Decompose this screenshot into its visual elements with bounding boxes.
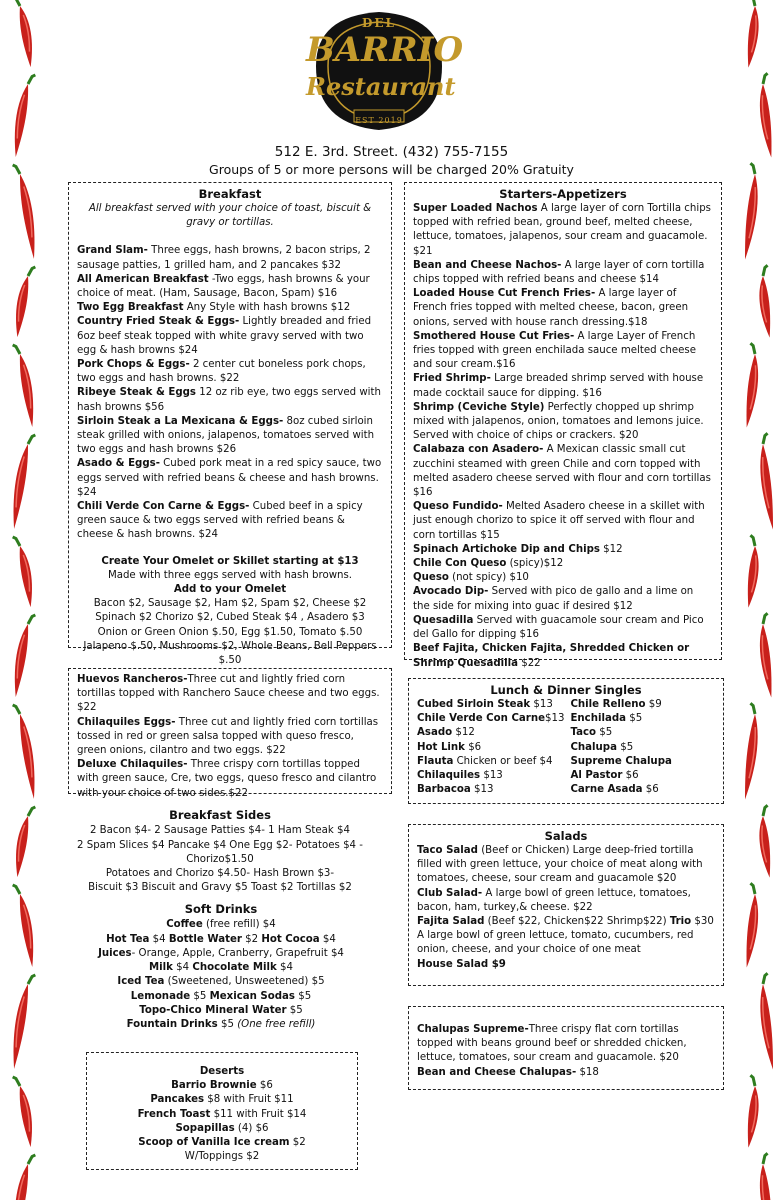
starter-item	[413, 287, 713, 330]
starter-item-desc: $12	[599, 543, 623, 555]
breakfast-item-name: Chili Verde Con Carne & Eggs-	[77, 501, 250, 513]
salads-title: Salads	[544, 829, 588, 843]
singles-item-price: $13	[545, 713, 565, 725]
breakfast-box	[68, 182, 392, 667]
chili-pepper-icon	[13, 703, 39, 800]
singles-item-name: Supreme Chalupa	[570, 755, 672, 767]
addon-line: Onion or Green Onion $.50, Egg $1.50, Tomato $.50	[97, 626, 363, 638]
starter-item	[413, 543, 713, 557]
singles-item-price: $12	[452, 727, 475, 739]
drink-text: (Sweetened, Unsweetened) $5	[164, 976, 325, 988]
drink-name: Bottle Water	[168, 933, 242, 945]
starter-item	[413, 614, 713, 642]
chili-pepper-icon	[740, 0, 763, 68]
desert-line	[95, 1122, 349, 1136]
addon-line: Jalapeno $.50, Mushrooms $2, Whole Beans, Bell Peppers $.50	[83, 640, 377, 667]
chili-pepper-icon	[740, 1075, 763, 1148]
drink-name: Topo-Chico Mineral Water	[139, 1005, 287, 1017]
drink-name: Iced Tea	[117, 976, 165, 988]
chalupa-item-desc: $18	[576, 1066, 599, 1078]
drink-text: $5	[190, 990, 210, 1002]
breakfast-item-desc: Lightly breaded and fried 6oz beef steak topped with white gravy served with two egg & hash browns $24	[77, 316, 372, 356]
salads-items	[417, 844, 715, 972]
desert-line	[95, 1108, 349, 1122]
desert-name: Sopapillas	[175, 1122, 235, 1134]
breakfast-item	[77, 244, 383, 272]
drink-line	[62, 933, 380, 947]
singles-item	[417, 726, 564, 740]
desert-line	[95, 1150, 349, 1164]
singles-item-price: Chicken or beef $4	[453, 755, 553, 767]
breakfast-item	[77, 457, 383, 500]
chili-pepper-icon	[12, 265, 35, 338]
drink-line	[62, 961, 380, 975]
starter-item	[413, 642, 713, 670]
singles-item	[417, 698, 564, 712]
breakfast-item	[77, 415, 383, 458]
starter-item-name: Super Loaded Nachos	[413, 203, 538, 214]
drink-name: Fountain Drinks	[126, 1019, 218, 1031]
breakfast-item-desc: Cubed pork meat in a red spicy sauce, two eggs served with refried beans & cheese and hash browns. $24	[77, 458, 382, 498]
drink-name: Mexican Sodas	[209, 990, 295, 1002]
drink-line	[62, 1018, 380, 1032]
drink-line	[62, 1004, 380, 1018]
chili-pepper-icon	[12, 805, 35, 878]
breakfast-item-desc: 8oz cubed sirloin steak grilled with onions, jalapenos, tomatoes served with two eggs and hash browns $26	[77, 415, 375, 456]
singles-item	[570, 783, 715, 797]
salad-item-desc: (Beef or Chicken) Large deep-fried tortilla filled with green lettuce, your choice of meat along with tomatoes, cheese, sour cream and guacamole $20	[417, 845, 703, 885]
singles-item	[417, 712, 564, 726]
singles-item	[570, 726, 715, 740]
salad-item	[417, 915, 715, 958]
addon-line: Spinach $2 Chorizo $2, Cubed Steak $4 , Asadero $3	[95, 612, 365, 624]
sides-list	[52, 824, 388, 895]
singles-item	[570, 712, 715, 726]
starter-item	[413, 259, 713, 287]
salad-item	[417, 844, 715, 887]
logo-del-text: DEL	[362, 16, 396, 30]
drink-name: Hot Tea	[106, 933, 150, 945]
starter-item-name: Spinach Artichoke Dip and Chips	[413, 543, 600, 555]
drink-name: Coffee	[166, 919, 203, 931]
drink-note: (One free refill)	[237, 1019, 316, 1031]
starter-item-desc: A Mexican classic small cut zucchini steamed with green Chile and corn topped with melted asadero cheese served with flour and corn tortillas $16	[413, 444, 711, 499]
desert-text: (4) $6	[234, 1122, 269, 1134]
sides-line: Potatoes and Chorizo $4.50- Hash Brown $3-	[105, 868, 335, 880]
salad-item-name: House Salad $9	[417, 958, 506, 970]
chili-pepper-border-right	[735, 0, 783, 1200]
chalupa-item-name: Bean and Cheese Chalupas-	[417, 1066, 577, 1078]
chili-pepper-icon	[755, 265, 778, 338]
starter-item-name: Quesadilla	[413, 614, 474, 626]
chili-pepper-icon	[737, 703, 763, 800]
salad-item	[417, 887, 715, 915]
drink-text: $4	[319, 933, 336, 945]
huevos-item-name: Deluxe Chilaquiles-	[77, 759, 188, 771]
chili-pepper-icon	[9, 433, 35, 530]
chili-pepper-icon	[9, 0, 39, 1200]
singles-item-price: $5	[596, 727, 613, 739]
singles-item-name: Asado	[417, 727, 453, 739]
deserts-title: Deserts	[199, 1066, 245, 1077]
singles-item-price: $5	[616, 741, 634, 753]
singles-title: Lunch & Dinner Singles	[490, 683, 642, 697]
addon-list	[77, 597, 383, 668]
drink-text: $4	[172, 962, 193, 974]
starter-item	[413, 571, 713, 585]
salads-box	[408, 824, 724, 986]
breakfast-sides-section	[52, 808, 388, 896]
starter-item-desc: A large layer of corn Tortilla chips topped with refried bean, ground beef, melted cheese, lettuce, tomatoes, jalapenos, sour cream and guacamole. $21	[413, 203, 711, 257]
starter-item	[413, 585, 713, 613]
huevos-item	[77, 716, 383, 759]
desert-name: French Toast	[137, 1108, 211, 1120]
drinks-list	[62, 918, 380, 1032]
singles-box	[408, 678, 724, 804]
huevos-item-desc: Three crispy corn tortillas topped with green sauce, Cre, two eggs, queso fresco and cilantro with your choice of two sides.$22	[77, 759, 377, 799]
singles-item-price: $5	[625, 713, 643, 725]
starter-item-desc: Perfectly chopped up shrimp mixed with jalapenos, onion, tomatoes and lemons juice. Served with choice of chips or crackers. $20	[413, 401, 704, 442]
singles-item-name: Enchilada	[570, 713, 626, 725]
chili-pepper-icon	[755, 973, 781, 1070]
starter-item-name: Queso	[413, 572, 449, 584]
chili-pepper-icon	[13, 1075, 36, 1148]
deserts-box	[86, 1052, 358, 1170]
salad-item-name: Fajita Salad	[417, 916, 485, 928]
chili-pepper-icon	[739, 343, 764, 428]
starter-item	[413, 372, 713, 400]
starter-item-desc: Served with guacamole sour cream and Pico del Gallo for dipping $16	[413, 614, 704, 641]
huevos-item	[77, 673, 383, 716]
omelet-subtitle: Made with three eggs served with hash browns.	[107, 569, 353, 581]
chalupa-item-name: Chalupas Supreme-	[417, 1024, 529, 1035]
breakfast-item-name: Ribeye Steak & Eggs	[77, 387, 196, 399]
singles-item-price: $6	[642, 784, 659, 796]
singles-item-price: $13	[530, 699, 553, 710]
breakfast-item-desc: Three eggs, hash browns, 2 bacon strips, 2 sausage patties, 1 grilled ham, and 2 pancakes $32	[77, 245, 371, 271]
starter-item	[413, 202, 713, 259]
chili-pepper-icon	[13, 535, 36, 608]
breakfast-item-name: Country Fried Steak & Eggs-	[77, 316, 240, 328]
starter-item-name: Avocado Dip-	[413, 586, 489, 598]
salad-item-name: Trio	[669, 916, 692, 928]
logo-est-text: EST 2019	[355, 116, 403, 125]
starters-title: Starters-Appetizers	[499, 187, 627, 201]
breakfast-item	[77, 273, 383, 301]
logo-barrio-text: BARRIO	[306, 30, 464, 70]
desert-line	[95, 1136, 349, 1150]
chili-pepper-icon	[739, 883, 764, 968]
singles-item-price: $13	[480, 770, 503, 782]
starter-item-desc: A large Layer of French fries topped with green enchilada sauce melted cheese and sour cream.$16	[413, 330, 696, 371]
singles-item-name: Hot Link	[417, 741, 465, 753]
singles-item-name: Barbacoa	[417, 784, 471, 796]
salad-item-desc: (Beef $22, Chicken$22 Shrimp$22)	[484, 916, 670, 928]
singles-item	[417, 783, 564, 797]
starter-item-desc: (spicy)$12	[506, 558, 564, 570]
sides-line: 2 Bacon $4- 2 Sausage Patties $4- 1 Ham Steak $4	[89, 825, 351, 837]
chili-pepper-icon	[11, 1153, 36, 1200]
singles-item-name: Chile Verde Con Carne	[417, 713, 545, 725]
drink-text: $4	[149, 933, 169, 945]
huevos-items	[77, 673, 383, 801]
desert-name: Scoop of Vanilla Ice cream	[138, 1137, 290, 1149]
singles-item-price: $13	[470, 784, 494, 796]
chili-pepper-icon	[13, 0, 36, 68]
chili-pepper-icon	[11, 613, 36, 698]
singles-item-name: Chalupa	[570, 741, 617, 753]
drink-line	[62, 947, 380, 961]
singles-item-name: Cubed Sirloin Steak	[417, 699, 531, 710]
desert-name: Pancakes	[150, 1094, 205, 1106]
starters-box	[404, 182, 722, 669]
starter-item-desc: (not spicy) $10	[448, 572, 529, 584]
chili-pepper-icon	[737, 163, 763, 260]
breakfast-item-name: All American Breakfast	[77, 273, 209, 285]
singles-item-price: $9	[645, 699, 662, 710]
drink-text: (free refill) $4	[202, 919, 276, 931]
logo-restaurant-text: Restaurant	[306, 72, 456, 101]
drink-name: Lemonade	[130, 990, 191, 1002]
huevos-item	[77, 758, 383, 801]
chalupas-items	[417, 1023, 715, 1080]
starter-item	[413, 500, 713, 543]
desert-text: $6	[256, 1080, 273, 1092]
address-phone: 512 E. 3rd. Street. (432) 755-7155	[274, 144, 509, 160]
omelet-title: Create Your Omelet or Skillet starting at $13	[101, 555, 359, 567]
breakfast-item	[77, 500, 383, 543]
desert-text: W/Toppings $2	[184, 1151, 260, 1163]
drink-line	[62, 918, 380, 932]
starter-item	[413, 401, 713, 444]
singles-item	[417, 769, 564, 783]
breakfast-item-desc: Any Style with hash browns $12	[183, 302, 351, 314]
huevos-item-name: Chilaquiles Eggs-	[77, 716, 176, 728]
huevos-box	[68, 668, 392, 799]
desert-name: Barrio Brownie	[171, 1080, 257, 1092]
singles-item	[417, 741, 564, 755]
chalupa-item-desc: Three crispy flat corn tortillas topped with beans ground beef or shredded chicken, lettuce, tomatoes, sour cream and guacamole. $20	[417, 1024, 687, 1064]
huevos-item-desc: Three cut and lightly fried corn tortillas topped with Ranchero Sauce cheese and two eggs. $22	[77, 674, 380, 714]
restaurant-logo	[306, 6, 464, 136]
singles-item-price: $6	[464, 741, 482, 753]
chili-pepper-icon	[755, 433, 781, 530]
singles-item-name: Al Pastor	[570, 770, 623, 782]
starter-item-desc: A large layer of French fries topped with melted cheese, bacon, green onions, served with house ranch dressing.$18	[413, 288, 689, 328]
singles-item	[570, 769, 715, 783]
singles-item	[417, 755, 564, 769]
chili-pepper-icon	[755, 613, 780, 698]
chili-pepper-border-left	[0, 0, 48, 1200]
singles-item-name: Carne Asada	[570, 784, 643, 796]
starter-item	[413, 330, 713, 373]
drink-text: $5	[295, 990, 312, 1002]
singles-item	[570, 698, 715, 712]
singles-item-name: Taco	[570, 727, 596, 739]
huevos-item-desc: Three cut and lightly fried corn tortillas tossed in red or green salsa topped with queso fresco, green onions, cilantro and two eggs. $22	[77, 716, 379, 757]
starter-item-name: Loaded House Cut French Fries-	[413, 288, 596, 300]
drink-name: Hot Cocoa	[261, 933, 320, 945]
soft-drinks-section	[62, 902, 380, 1033]
chili-pepper-icon	[737, 0, 781, 1200]
chili-pepper-icon	[13, 343, 38, 428]
starter-item-name: Beef Fajita, Chicken Fajita, Shredded Chicken or Shrimp Quesadilla	[413, 643, 690, 669]
chili-pepper-icon	[9, 973, 35, 1070]
sides-line: 2 Spam Slices $4 Pancake $4 One Egg $2- Potatoes $4 -Chorizo$1.50	[77, 839, 363, 865]
breakfast-item	[77, 358, 383, 386]
sides-line: Biscuit $3 Biscuit and Gravy $5 Toast $2 Tortillas $2	[88, 882, 352, 894]
drink-name: Chocolate Milk	[192, 962, 277, 974]
starters-items	[413, 202, 713, 671]
breakfast-item-desc: 12 oz rib eye, two eggs served with hash browns $56	[77, 387, 381, 413]
breakfast-item-name: Sirloin Steak a La Mexicana & Eggs-	[77, 415, 284, 427]
singles-item-name: Chilaquiles	[417, 770, 481, 782]
starter-item-desc: $22	[517, 657, 541, 669]
sides-title: Breakfast Sides	[169, 808, 271, 822]
drinks-title: Soft Drinks	[184, 902, 258, 916]
gratuity-note: Groups of 5 or more persons will be charged 20% Gratuity	[209, 162, 574, 177]
salad-item-name: Club Salad-	[417, 887, 483, 899]
addon-line: Bacon $2, Sausage $2, Ham $2, Spam $2, Cheese $2	[93, 598, 367, 610]
chili-pepper-icon	[13, 883, 38, 968]
starter-item-name: Smothered House Cut Fries-	[413, 330, 575, 342]
starter-item-desc: Large breaded shrimp served with house made cocktail sauce for dipping. $16	[413, 373, 704, 399]
starter-item	[413, 557, 713, 571]
singles-item	[570, 755, 715, 769]
breakfast-item-name: Two Egg Breakfast	[77, 302, 184, 314]
breakfast-item-name: Grand Slam-	[77, 245, 148, 257]
breakfast-item-desc: 2 center cut boneless pork chops, two eggs and hash browns. $22	[77, 359, 366, 385]
desert-text: $2	[289, 1137, 306, 1149]
salad-item	[417, 958, 715, 972]
breakfast-items	[77, 244, 383, 542]
breakfast-item-desc: -Two eggs, hash browns & your choice of meat. (Ham, Sausage, Bacon, Spam) $16	[77, 273, 370, 300]
breakfast-item-name: Pork Chops & Eggs-	[77, 359, 190, 371]
chili-pepper-icon	[755, 805, 778, 878]
chili-pepper-icon	[13, 163, 39, 260]
drink-text: $5	[286, 1005, 303, 1017]
salad-item-name: Taco Salad	[417, 845, 478, 856]
singles-item	[570, 741, 715, 755]
desert-text: $11 with Fruit $14	[210, 1108, 307, 1120]
singles-item-name: Flauta	[417, 755, 454, 767]
breakfast-item	[77, 301, 383, 315]
chalupas-box	[408, 1006, 724, 1090]
starter-item-desc: Served with pico de gallo and a lime on the side for mixing into guac if desired $12	[413, 586, 694, 612]
breakfast-item	[77, 386, 383, 414]
starter-item-name: Shrimp (Ceviche Style)	[413, 401, 545, 413]
deserts-list	[95, 1079, 349, 1164]
drink-text: - Orange, Apple, Cranberry, Grapefruit $4	[131, 947, 344, 959]
starter-item-desc: A large layer of corn tortilla chips topped with refried beans and cheese $14	[413, 259, 705, 286]
singles-item-price: $6	[622, 770, 639, 782]
chalupa-item	[417, 1023, 715, 1066]
drink-text: $4	[276, 962, 293, 974]
desert-text: $8 with Fruit $11	[204, 1094, 294, 1106]
breakfast-item	[77, 315, 383, 358]
chalupa-item	[417, 1066, 715, 1080]
drink-name: Juices	[98, 947, 132, 959]
chili-pepper-icon	[755, 1153, 780, 1200]
starter-item	[413, 443, 713, 500]
starter-item-name: Calabaza con Asadero-	[413, 444, 544, 456]
drink-text: $5	[217, 1019, 238, 1031]
salad-item-desc: $30 A large bowl of green lettuce, tomato, cucumbers, red onion, cheese, and your choice of one meat	[417, 916, 714, 956]
desert-line	[95, 1093, 349, 1107]
addon-title: Add to your Omelet	[173, 584, 287, 596]
breakfast-item-desc: Cubed beef in a spicy green sauce & two eggs served with refried beans & cheese & hash browns. $24	[77, 501, 363, 541]
breakfast-item-name: Asado & Eggs-	[77, 458, 160, 470]
starter-item-name: Fried Shrimp-	[413, 373, 491, 385]
starter-item-desc: Melted Asadero cheese in a skillet with just enough chorizo to spice it off served with flour and corn tortillas $15	[413, 501, 705, 541]
drink-name: Milk	[149, 962, 173, 974]
starter-item-name: Bean and Cheese Nachos-	[413, 259, 562, 271]
singles-grid	[417, 698, 715, 797]
starter-item-name: Chile Con Queso	[413, 558, 507, 570]
breakfast-title: Breakfast	[198, 187, 262, 201]
starter-item-name: Queso Fundido-	[413, 501, 503, 513]
salad-item-desc: A large bowl of green lettuce, tomatoes, bacon, ham, turkey,& cheese. $22	[417, 887, 691, 913]
breakfast-note: All breakfast served with your choice of toast, biscuit & gravy or tortillas.	[88, 203, 372, 229]
huevos-item-name: Huevos Rancheros-	[77, 674, 188, 685]
drink-line	[62, 990, 380, 1004]
drink-text: $2	[241, 933, 262, 945]
chili-pepper-icon	[740, 535, 763, 608]
drink-line	[62, 975, 380, 989]
singles-item-name: Chile Relleno	[570, 699, 646, 710]
desert-line	[95, 1079, 349, 1093]
